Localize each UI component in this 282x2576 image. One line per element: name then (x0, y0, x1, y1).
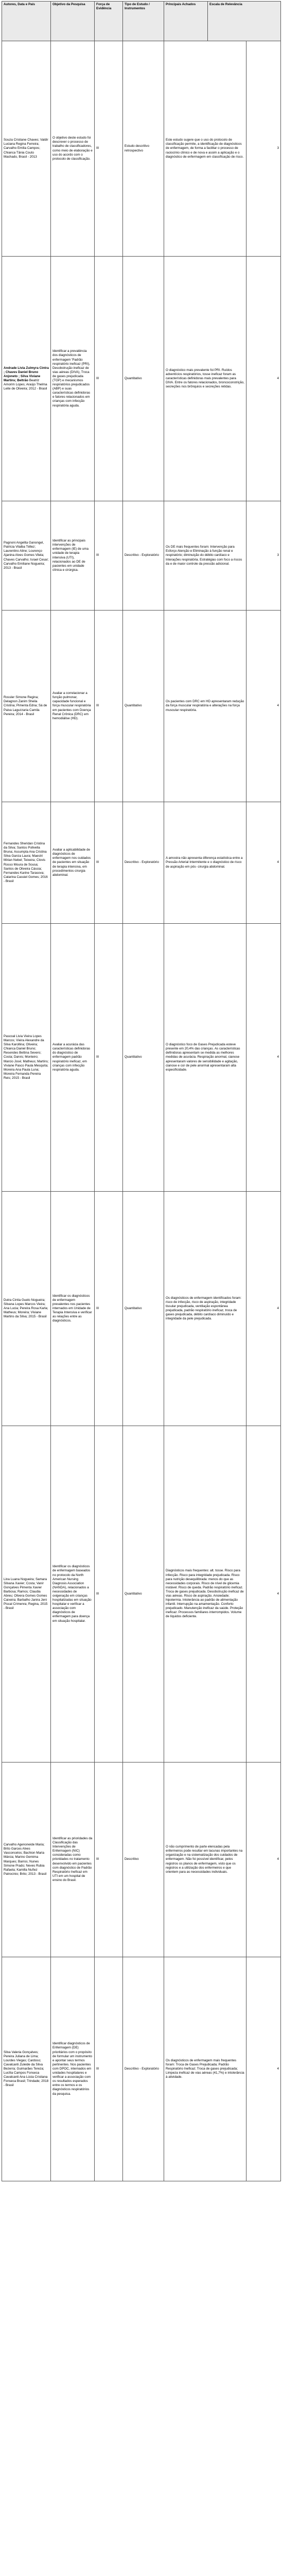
cell-study-type: Descritivo - Exploratório (123, 802, 164, 924)
cell-authors: Rossler Simone Regina; Delagnon Zanim Sheila Cristina; Pimenta Edna; Sá de Paiva Laguzzaria Camila Pereira; 2014 - Brasil (2, 611, 51, 802)
cell-findings: Diagnósticos mais frequentes: alt. tosse. Risco para infecção. Risco para integridade prejudicada. Risco para nutrição desequilibrada: menos do que as necessidades corporais. Risco de nível de glicemia instável. Risco de queda. Padrão respiratório ineficaz. Troca de gases prejudicada. Desobstrução ineficaz de vias aéreas. Risco de aspiração. Ansiedade; hipotermia. Intolerância ao padrão de alimentação infantil. Interrupção na amamentação. Conforto prejudicado. Manutenção ineficaz da saúde. Proteção ineficaz. Processos familiares interrompidos. Volume de líquidos deficiente. (164, 1426, 246, 1762)
cell-objective: O objetivo deste estudo foi descrever o processo de trabalho de classificadores, como meio de elaboração e uso do acordo com o protocolo de classificação. (51, 41, 95, 257)
cell-evidence: III (95, 1957, 123, 2181)
cell-evidence: III (95, 257, 123, 501)
cell-relevance: 3 (246, 41, 281, 257)
cell-objective: Identificar a prevalência dos diagnósticos de enfermagem 'Padrão respiratório ineficaz (PRI), Desobstrução ineficaz de vias aéreas (DIVA), Troca de gases prejudicada (TGP) e mecanismos respiratórios prejudicados (ABP) e suas características definidoras e fatores relacionados em crianças com infecção respiratória aguda. (51, 257, 95, 501)
header-relevance: Escala de Relevância (208, 2, 281, 41)
table-row (2, 802, 281, 924)
cell-authors: Pascoal Livia Vieira Lopes Marcos; Vieira Alexandre da Silva Karollina; Oliveira; Chianca Daniel Bruno; Resendes Bettina Severo; Costa; Darvis; Monteiro; Marcio José; Matheus; Martins; Viviane Pasco Paula Mesquita; Moreira Ana Paula Luna; Moreira Fernanda Pereira Reis; 2015 - Brasil (2, 924, 51, 1192)
table-row (2, 1957, 281, 2181)
table-row (2, 257, 281, 501)
cell-relevance: 4 (246, 802, 281, 924)
cell-relevance: 4 (246, 924, 281, 1192)
cell-evidence: III (95, 611, 123, 802)
cell-evidence: III (95, 1762, 123, 1957)
cell-study-type: Descritivo - Exploratório (123, 1957, 164, 2181)
header-findings: Principais Achados (164, 2, 208, 41)
cell-study-type: Descritivo - Exploratório (123, 501, 164, 611)
table-row (2, 41, 281, 257)
cell-authors: Carvalho Agenoneide Maria; Brito Garces Alves Vasconcelos; Bachion Maria Márcia; Marino Gemima Marques; Barros; Nunes Simone Prado; Neves Rubia Rafaela; Kamilla Nuñez Patrocinio; Brito; 2013 - Brasil (2, 1762, 51, 1957)
cell-findings: Os diagnósticos de enfermagem mais frequentes foram: Troca de Gases Prejudicada; Padrão Respiratório Ineficaz; Troca de gases prejudicada; Limpeza ineficaz de vias aéreas (41,7%) e intolerância à atividade. (164, 1957, 246, 2181)
cell-study-type: Quantitativo (123, 924, 164, 1192)
header-study-type: Tipo de Estudo / Instrumentos (123, 2, 164, 41)
cell-authors-bold: Andrade Livia Zulmyra Cintra ; Chaves Daniel Bruno Anjoneto ; Silva Viviane Martins; Beltrão (4, 366, 49, 382)
cell-authors: Pagnoni Angelita Ganongel, Patrícia Vilalba Téllez; Laurentino Aline; Lourenço Ajanina Alves Gomes Vilela; Chaves Carvalho; Israel Cesar; Carvalho Emiliane Nogueira; 2013 - Brasil (2, 501, 51, 611)
cell-findings: Este estudo sugere que o uso do protocolo de classificação permite, a identificação de diagnósticos de enfermagem, de forma a facilitar o processo de raciocínio clínico e de nova e assim a aplicação e o diagnóstico de enfermagem em classificação de risco. (164, 41, 246, 257)
cell-objective: Identificar os diagnósticos de enfermagem prevalentes nos pacientes internados em Unidade de Terapia Intensiva e verificar as relações entre as diagnósticos. (51, 1192, 95, 1426)
table-row (2, 501, 281, 611)
table-row (2, 1762, 281, 1957)
cell-relevance: 3 (246, 501, 281, 611)
cell-authors-rest: Beatriz Amorim Lopes; Araújo Thelma Leite de Oliveira; 2012 - Brasil (4, 379, 47, 391)
cell-relevance: 4 (246, 1426, 281, 1762)
cell-authors (2, 257, 51, 501)
header-row (2, 2, 281, 41)
table-row (2, 1426, 281, 1762)
cell-relevance: 4 (246, 1192, 281, 1426)
cell-evidence: III (95, 501, 123, 611)
cell-findings: Os pacientes com DRC em HD apresentaram redução da força muscular respiratória e alterações na força muscular respiratória. (164, 611, 246, 802)
cell-objective: Identificar diagnósticos de Enfermagem (DE) prioritários com o propósito de formular um instrumento e apontar seus termos pertinentes. Nos pacientes com DPOC, internados em unidades hospitalares e verificar a associação com os resultados esperados entre os termos e os diagnósticos respiratórios da pesquisa. (51, 1957, 95, 2181)
table-body (2, 41, 281, 2181)
cell-findings: O diagnóstico mais prevalente foi PRI. Ruídos adventícios respiratórios, tosse ineficaz foram as características definidoras mais prevalentes para DIVA. Entre os fatores relacionados, broncoconstrição, secreções nos brônquios e secreções retidas. (164, 257, 246, 501)
cell-study-type: Descritivo (123, 1762, 164, 1957)
table-row (2, 924, 281, 1192)
cell-findings: O não cumprimento de parte elencadas pela enfermeiros pode resultar em lacunas importantes na organização e na sistematização dos cuidados de enfermagem. Não foi possível identificar, pelos registros os planos de enfermagem, visto que os registros e a utilização dos enfermeiros e que orientem para as necessidades individuais. (164, 1762, 246, 1957)
cell-authors: Lina Luana Nogueira; Samara Silvana Xavier; Costa; Vanir Gonçalves Pimenta Xavier Barbosa; Ramos; Claudia Abreu; Olivera Gomes Gomes Caixeira; Barbalho Janira Jeni Piscal Crimenra; Regina, 2015 - Brasil (2, 1426, 51, 1762)
cell-relevance: 4 (246, 257, 281, 501)
cell-objective: Avaliar a acurácia das características definidoras do diagnóstico de enfermagem padrão respiratório ineficaz, em crianças com infecção respiratória aguda. (51, 924, 95, 1192)
cell-findings: O diagnóstico foco de Gases Prejudicada esteve presente em 20,4% das crianças. As características definidoras apresentam se medida as melhores medidas de acurácia. Respiração anormal, cianose apresentaram valores de sensibilidade e agitação, cianose e cor de pele anormal apresentaram alta especificidade. (164, 924, 246, 1192)
cell-relevance: 4 (246, 611, 281, 802)
cell-findings: Os diagnósticos de enfermagem identificados foram: risco de infecção, risco de aspiração, integridade tissular prejudicada, ventilação espontânea prejudicada, padrão respiratório ineficaz, troca de gases prejudicada, débito cardíaco diminuído e integridade da pele prejudicada. (164, 1192, 246, 1426)
cell-study-type: Quantitativo (123, 1192, 164, 1426)
table-row (2, 611, 281, 802)
header-evidence: Força de Evidência (95, 2, 123, 41)
cell-study-type: Quantitativo (123, 1426, 164, 1762)
cell-evidence: III (95, 1426, 123, 1762)
cell-authors: Fernandes Sheridan Cristina da Silva; Santos Pollvella Bruna; Assumpta Ana Cristina Silva Garcia Laura; Maestri Mirian Nebel; Teixeira; Clovis Rosso Moura de Sousa; Santos de Oliveira Cássia; Fernandes Karine Tarasova; Catarina Cassiel Gomes; 2016 - Brasil (2, 802, 51, 924)
cell-findings: Os DE mais frequentes foram: Intervenção para Esforço Atenção e Eliminação à função renal e respiratório; diminuição do débito cardíaco e Interações respiratória. Estratégias com foco a riscos da e de maior controle da pressão adicional. (164, 501, 246, 611)
cell-authors: Dutra Cintia Guelo Nogueira; Silvana Lopes Marcos Vieira; Ana Lucia; Pereira Rosa Karla; Matheus; Moreira; Viviane Martins da Silva; 2015 - Brasil (2, 1192, 51, 1426)
cell-authors: Silva Valeria Gonçalves; Pereira Juliana de Lima; Lourdes Viegas; Cardoso; Cavalcanti Zuleide da Silva Bezerra; Guimarães Tereza; Lucília Campos Fonseca Cavalcanti Ana Lúcia Cristiana Fonseca Brasil; Trindade; 2018 - Brasil (2, 1957, 51, 2181)
header-objective: Objetivo da Pesquisa (51, 2, 95, 41)
cell-authors: Souza Cristiane Chaves; Valdir Luciana Regina Ferreira; Carvalho Emilia Campos; Chianca Tânia Couto Machado, Brasil - 2013 (2, 41, 51, 257)
cell-evidence: III (95, 1192, 123, 1426)
cell-objective: Identificar os diagnósticos de enfermagem baseados no protocolo da North American Nursing Diagnosis Association (NANDA), relacionados a necessidades de oxigenação em crianças hospitalizadas em situação hospitalar e verificar a associação com diagnósticos de enfermagem para doença em situação hospitalar. (51, 1426, 95, 1762)
header-authors: Autores, Data e País (2, 2, 51, 41)
cell-relevance: 4 (246, 1957, 281, 2181)
cell-evidence: III (95, 802, 123, 924)
cell-study-type: Quantitativo (123, 611, 164, 802)
cell-study-type: Quantitativo (123, 257, 164, 501)
cell-evidence: III (95, 924, 123, 1192)
cell-evidence: III (95, 41, 123, 257)
table-header (2, 2, 281, 41)
cell-objective: Avaliar a correlacionar a função pulmonar, capacidade funcional e força muscular respiratória em pacientes com Doença Renal Crônica (DRC) em hemodiálise (HD). (51, 611, 95, 802)
cell-relevance: 4 (246, 1762, 281, 1957)
cell-objective: Avaliar a aplicabilidade de diagnósticos de enfermagem nos cuidados de pacientes em situação de terapia intensiva, em procedimentos cirurgia abdominal. (51, 802, 95, 924)
table-row (2, 1192, 281, 1426)
cell-objective: Identificar as principais intervenções de enfermagem (IE) de uma unidade de terapia intensiva (UTI), relacionados ao DE de pacientes em unidade clínica e cirúrgica. (51, 501, 95, 611)
cell-findings: A amostra não apresenta diferença estatística entre a Pressão Arterial Intermitente e o diagnóstico de risco de aspiração em pós- cirurgia abdominal. (164, 802, 246, 924)
cell-study-type: Estudo descritivo retrospectivo (123, 41, 164, 257)
cell-objective: Identificar as prioridades da Classificação das Intervenções de Enfermagem (NIC) consideradas como prioridades no tratamento desenvolvido em pacientes com diagnóstico de Padrão Respiratório Ineficaz em UTI em um hospital de ensino do Brasil. (51, 1762, 95, 1957)
literature-review-table (2, 1, 281, 2181)
